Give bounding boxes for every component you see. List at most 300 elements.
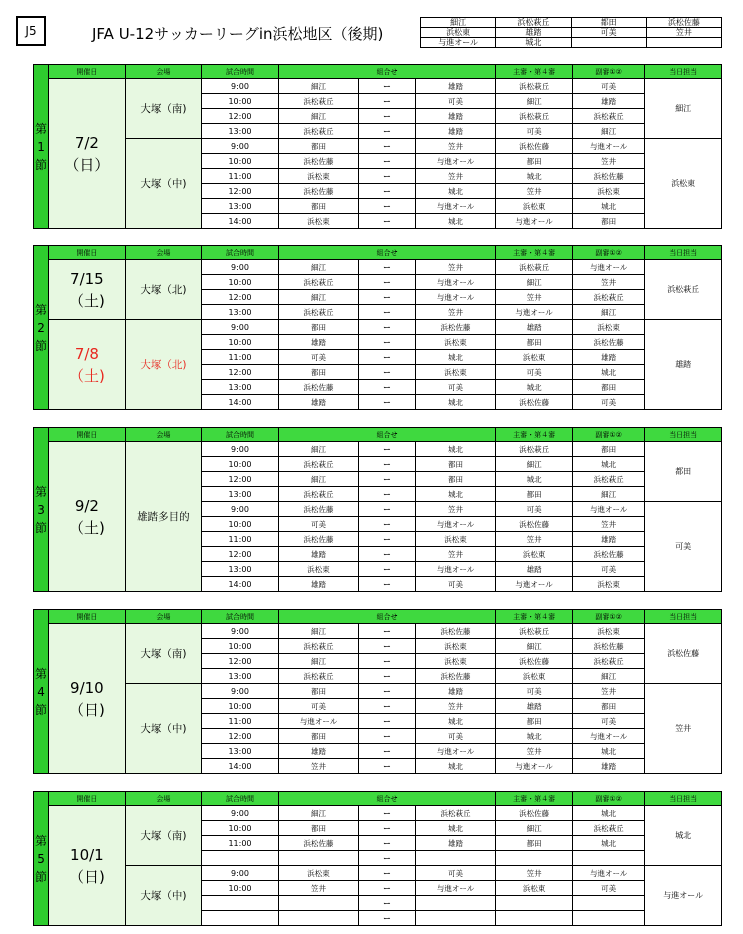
versus-dash: ー [359, 472, 415, 487]
chief-referee: 浜松東 [496, 199, 573, 214]
chief-referee: 細江 [496, 275, 573, 290]
versus-dash: ー [359, 487, 415, 502]
chief-referee: 雄踏 [496, 320, 573, 335]
match-time: 14:00 [202, 214, 279, 229]
column-header: 組合せ [278, 428, 496, 442]
versus-dash: ー [359, 79, 415, 94]
column-header: 当日担当 [645, 65, 722, 79]
away-team: 都田 [415, 457, 496, 472]
home-team: 浜松萩丘 [278, 305, 359, 320]
match-time: 9:00 [202, 79, 279, 94]
assistant-referees: 細江 [572, 305, 645, 320]
section-header-row [34, 792, 722, 806]
teams-table [420, 17, 722, 48]
team-cell [646, 38, 721, 48]
versus-dash: ー [359, 639, 415, 654]
away-team: 浜松佐藤 [415, 669, 496, 684]
away-team: 浜松東 [415, 365, 496, 380]
column-header: 開催日 [49, 610, 126, 624]
home-team: 浜松萩丘 [278, 669, 359, 684]
away-team: 笠井 [415, 699, 496, 714]
match-time: 14:00 [202, 395, 279, 410]
match-time: 9:00 [202, 502, 279, 517]
versus-dash: ー [359, 320, 415, 335]
away-team: 浜松東 [415, 654, 496, 669]
column-header: 主審・第４審 [496, 428, 573, 442]
match-time: 11:00 [202, 350, 279, 365]
versus-dash: ー [359, 457, 415, 472]
away-team: 浜松東 [415, 335, 496, 350]
versus-dash: ー [359, 335, 415, 350]
match-row [34, 624, 722, 639]
versus-dash: ー [359, 290, 415, 305]
assistant-referees: 可美 [572, 395, 645, 410]
chief-referee: 浜松佐藤 [496, 139, 573, 154]
home-team: 細江 [278, 290, 359, 305]
chief-referee [496, 911, 573, 926]
away-team: 雄踏 [415, 684, 496, 699]
home-team: 浜松佐藤 [278, 154, 359, 169]
home-team: 細江 [278, 472, 359, 487]
match-row [34, 806, 722, 821]
away-team [415, 896, 496, 911]
versus-dash: ー [359, 139, 415, 154]
home-team: 雄踏 [278, 395, 359, 410]
column-header: 試合時間 [202, 428, 279, 442]
match-venue: 大塚（南) [125, 806, 202, 866]
away-team: 可美 [415, 380, 496, 395]
home-team: 浜松東 [278, 562, 359, 577]
assistant-referees: 与進オール [572, 139, 645, 154]
schedule-section-4 [33, 609, 722, 774]
assistant-referees: 城北 [572, 744, 645, 759]
home-team: 可美 [278, 699, 359, 714]
away-team: 与進オール [415, 881, 496, 896]
home-team: 可美 [278, 517, 359, 532]
match-time: 13:00 [202, 744, 279, 759]
versus-dash: ー [359, 714, 415, 729]
chief-referee: 都田 [496, 836, 573, 851]
home-team: 可美 [278, 350, 359, 365]
column-header: 組合せ [278, 65, 496, 79]
column-header: 組合せ [278, 792, 496, 806]
match-time: 12:00 [202, 109, 279, 124]
versus-dash: ー [359, 624, 415, 639]
away-team: 城北 [415, 487, 496, 502]
home-team: 細江 [278, 79, 359, 94]
versus-dash: ー [359, 577, 415, 592]
assistant-referees: 可美 [572, 714, 645, 729]
match-time: 12:00 [202, 547, 279, 562]
match-venue: 大塚（南) [125, 624, 202, 684]
assistant-referees: 笠井 [572, 154, 645, 169]
home-team: 浜松佐藤 [278, 184, 359, 199]
home-team: 浜松佐藤 [278, 836, 359, 851]
assistant-referees: 浜松萩丘 [572, 654, 645, 669]
duty-team: 都田 [645, 442, 722, 502]
home-team: 都田 [278, 320, 359, 335]
versus-dash: ー [359, 275, 415, 290]
match-time: 9:00 [202, 684, 279, 699]
match-time: 13:00 [202, 380, 279, 395]
column-header: 組合せ [278, 246, 496, 260]
match-time: 11:00 [202, 836, 279, 851]
home-team [278, 911, 359, 926]
column-header: 会場 [125, 428, 202, 442]
chief-referee: 可美 [496, 365, 573, 380]
column-header: 副審①② [572, 65, 645, 79]
assistant-referees: 浜松萩丘 [572, 109, 645, 124]
versus-dash: ー [359, 547, 415, 562]
versus-dash: ー [359, 684, 415, 699]
assistant-referees: 浜松佐藤 [572, 639, 645, 654]
column-header: 副審①② [572, 792, 645, 806]
versus-dash: ー [359, 699, 415, 714]
away-team: 浜松東 [415, 532, 496, 547]
assistant-referees [572, 851, 645, 866]
teams-row [421, 18, 722, 28]
assistant-referees: 細江 [572, 124, 645, 139]
team-cell: 雄踏 [496, 28, 571, 38]
home-team: 細江 [278, 624, 359, 639]
match-date: 7/8 （土) [49, 320, 126, 410]
match-date: 9/10 （日) [49, 624, 126, 774]
away-team: 与進オール [415, 290, 496, 305]
away-team: 城北 [415, 214, 496, 229]
section-label: 第 2 節 [34, 246, 49, 410]
away-team: 浜松東 [415, 639, 496, 654]
match-row [34, 442, 722, 457]
duty-team: 可美 [645, 502, 722, 592]
team-cell [571, 38, 646, 48]
home-team: 浜松佐藤 [278, 380, 359, 395]
column-header: 組合せ [278, 610, 496, 624]
chief-referee: 浜松東 [496, 547, 573, 562]
match-date: 7/2 （日） [49, 79, 126, 229]
match-time [202, 911, 279, 926]
chief-referee: 城北 [496, 380, 573, 395]
home-team: 浜松萩丘 [278, 124, 359, 139]
match-venue: 雄踏多目的 [125, 442, 202, 592]
column-header: 開催日 [49, 428, 126, 442]
chief-referee: 可美 [496, 502, 573, 517]
versus-dash: ー [359, 836, 415, 851]
away-team: 雄踏 [415, 79, 496, 94]
home-team: 細江 [278, 260, 359, 275]
versus-dash: ー [359, 744, 415, 759]
match-row [34, 320, 722, 335]
home-team: 雄踏 [278, 335, 359, 350]
assistant-referees: 浜松佐藤 [572, 547, 645, 562]
away-team: 笠井 [415, 502, 496, 517]
assistant-referees: 浜松佐藤 [572, 169, 645, 184]
match-time: 13:00 [202, 669, 279, 684]
chief-referee: 笠井 [496, 290, 573, 305]
away-team [415, 911, 496, 926]
team-cell: 浜松萩丘 [496, 18, 571, 28]
assistant-referees: 与進オール [572, 260, 645, 275]
versus-dash: ー [359, 759, 415, 774]
home-team: 細江 [278, 109, 359, 124]
assistant-referees: 与進オール [572, 502, 645, 517]
home-team: 都田 [278, 684, 359, 699]
league-badge [16, 16, 46, 46]
match-row [34, 866, 722, 881]
versus-dash: ー [359, 260, 415, 275]
home-team: 都田 [278, 821, 359, 836]
versus-dash: ー [359, 729, 415, 744]
chief-referee: 浜松萩丘 [496, 260, 573, 275]
match-date: 10/1 （日) [49, 806, 126, 926]
column-header: 主審・第４審 [496, 246, 573, 260]
match-time: 12:00 [202, 729, 279, 744]
away-team: 城北 [415, 714, 496, 729]
match-time: 13:00 [202, 487, 279, 502]
match-time: 10:00 [202, 517, 279, 532]
assistant-referees: 城北 [572, 836, 645, 851]
away-team: 笠井 [415, 139, 496, 154]
home-team: 浜松萩丘 [278, 639, 359, 654]
away-team: 城北 [415, 350, 496, 365]
chief-referee: 浜松東 [496, 669, 573, 684]
home-team: 笠井 [278, 881, 359, 896]
versus-dash: ー [359, 199, 415, 214]
match-time: 10:00 [202, 639, 279, 654]
chief-referee: 浜松東 [496, 350, 573, 365]
chief-referee: 浜松佐藤 [496, 654, 573, 669]
chief-referee: 都田 [496, 714, 573, 729]
assistant-referees: 浜松佐藤 [572, 335, 645, 350]
chief-referee: 浜松佐藤 [496, 517, 573, 532]
home-team: 浜松東 [278, 866, 359, 881]
chief-referee: 細江 [496, 94, 573, 109]
section-header-row [34, 428, 722, 442]
away-team: 雄踏 [415, 109, 496, 124]
away-team: 笠井 [415, 547, 496, 562]
home-team: 浜松萩丘 [278, 94, 359, 109]
versus-dash: ー [359, 881, 415, 896]
column-header: 開催日 [49, 792, 126, 806]
assistant-referees: 雄踏 [572, 94, 645, 109]
assistant-referees: 浜松東 [572, 577, 645, 592]
schedule-section-3 [33, 427, 722, 592]
column-header: 主審・第４審 [496, 792, 573, 806]
versus-dash: ー [359, 866, 415, 881]
assistant-referees: 細江 [572, 487, 645, 502]
assistant-referees: 与進オール [572, 729, 645, 744]
chief-referee: 浜松萩丘 [496, 109, 573, 124]
away-team: 可美 [415, 866, 496, 881]
duty-team: 浜松萩丘 [645, 260, 722, 320]
chief-referee: 細江 [496, 457, 573, 472]
team-cell: 浜松東 [421, 28, 496, 38]
home-team: 浜松萩丘 [278, 275, 359, 290]
away-team: 城北 [415, 759, 496, 774]
match-venue: 大塚（南) [125, 79, 202, 139]
versus-dash: ー [359, 109, 415, 124]
versus-dash: ー [359, 669, 415, 684]
away-team: 笠井 [415, 169, 496, 184]
team-cell: 都田 [571, 18, 646, 28]
away-team: 与進オール [415, 562, 496, 577]
assistant-referees: 都田 [572, 699, 645, 714]
team-cell: 笠井 [646, 28, 721, 38]
chief-referee: 都田 [496, 487, 573, 502]
away-team: 浜松佐藤 [415, 320, 496, 335]
column-header: 試合時間 [202, 65, 279, 79]
assistant-referees: 城北 [572, 806, 645, 821]
assistant-referees: 都田 [572, 214, 645, 229]
column-header: 副審①② [572, 246, 645, 260]
duty-team: 与進オール [645, 866, 722, 926]
chief-referee: 城北 [496, 729, 573, 744]
away-team: 笠井 [415, 260, 496, 275]
chief-referee [496, 896, 573, 911]
assistant-referees: 雄踏 [572, 532, 645, 547]
home-team [278, 896, 359, 911]
column-header: 会場 [125, 246, 202, 260]
away-team: 城北 [415, 442, 496, 457]
assistant-referees: 城北 [572, 199, 645, 214]
home-team [278, 851, 359, 866]
section-header-row [34, 65, 722, 79]
assistant-referees: 城北 [572, 365, 645, 380]
versus-dash: ー [359, 562, 415, 577]
duty-team: 城北 [645, 806, 722, 866]
versus-dash: ー [359, 851, 415, 866]
chief-referee: 浜松萩丘 [496, 442, 573, 457]
versus-dash: ー [359, 532, 415, 547]
away-team [415, 851, 496, 866]
home-team: 浜松佐藤 [278, 502, 359, 517]
chief-referee: 城北 [496, 169, 573, 184]
match-time: 14:00 [202, 759, 279, 774]
versus-dash: ー [359, 442, 415, 457]
versus-dash: ー [359, 184, 415, 199]
home-team: 雄踏 [278, 744, 359, 759]
chief-referee: 城北 [496, 472, 573, 487]
chief-referee: 可美 [496, 124, 573, 139]
away-team: 与進オール [415, 744, 496, 759]
section-label: 第 1 節 [34, 65, 49, 229]
away-team: 可美 [415, 577, 496, 592]
versus-dash: ー [359, 350, 415, 365]
assistant-referees: 可美 [572, 562, 645, 577]
column-header: 当日担当 [645, 610, 722, 624]
chief-referee: 都田 [496, 154, 573, 169]
away-team: 浜松佐藤 [415, 624, 496, 639]
schedule-section-5 [33, 791, 722, 926]
chief-referee: 細江 [496, 821, 573, 836]
assistant-referees: 浜松萩丘 [572, 472, 645, 487]
away-team: 城北 [415, 395, 496, 410]
match-time: 10:00 [202, 94, 279, 109]
duty-team: 細江 [645, 79, 722, 139]
chief-referee: 与進オール [496, 305, 573, 320]
home-team: 浜松佐藤 [278, 532, 359, 547]
match-time: 10:00 [202, 881, 279, 896]
home-team: 浜松萩丘 [278, 487, 359, 502]
home-team: 細江 [278, 442, 359, 457]
match-venue: 大塚（中) [125, 139, 202, 229]
home-team: 笠井 [278, 759, 359, 774]
chief-referee: 雄踏 [496, 699, 573, 714]
match-time: 11:00 [202, 169, 279, 184]
match-row [34, 79, 722, 94]
versus-dash: ー [359, 169, 415, 184]
chief-referee: 笠井 [496, 532, 573, 547]
versus-dash: ー [359, 911, 415, 926]
away-team: 城北 [415, 184, 496, 199]
versus-dash: ー [359, 517, 415, 532]
versus-dash: ー [359, 821, 415, 836]
away-team: 与進オール [415, 517, 496, 532]
match-time: 9:00 [202, 442, 279, 457]
chief-referee: 浜松佐藤 [496, 395, 573, 410]
versus-dash: ー [359, 896, 415, 911]
schedule-section-2 [33, 245, 722, 410]
column-header: 副審①② [572, 428, 645, 442]
chief-referee: 雄踏 [496, 562, 573, 577]
column-header: 主審・第４審 [496, 610, 573, 624]
match-time: 10:00 [202, 335, 279, 350]
chief-referee: 細江 [496, 639, 573, 654]
match-time [202, 851, 279, 866]
assistant-referees: 細江 [572, 669, 645, 684]
match-time: 13:00 [202, 199, 279, 214]
home-team: 都田 [278, 729, 359, 744]
assistant-referees: 雄踏 [572, 350, 645, 365]
chief-referee: 笠井 [496, 184, 573, 199]
teams-row [421, 28, 722, 38]
match-time: 12:00 [202, 654, 279, 669]
match-venue: 大塚（北) [125, 260, 202, 320]
chief-referee: 笠井 [496, 744, 573, 759]
chief-referee: 与進オール [496, 577, 573, 592]
schedule-section-1 [33, 64, 722, 229]
match-row [34, 260, 722, 275]
assistant-referees: 笠井 [572, 517, 645, 532]
assistant-referees: 可美 [572, 881, 645, 896]
column-header: 当日担当 [645, 246, 722, 260]
duty-team: 浜松佐藤 [645, 624, 722, 684]
away-team: 都田 [415, 472, 496, 487]
match-time: 10:00 [202, 821, 279, 836]
away-team: 与進オール [415, 199, 496, 214]
match-time: 13:00 [202, 124, 279, 139]
versus-dash: ー [359, 806, 415, 821]
versus-dash: ー [359, 380, 415, 395]
chief-referee: 都田 [496, 335, 573, 350]
match-time: 12:00 [202, 184, 279, 199]
match-row [34, 684, 722, 699]
league-badge-label: J5 [25, 24, 37, 38]
assistant-referees: 雄踏 [572, 759, 645, 774]
away-team: 可美 [415, 729, 496, 744]
assistant-referees [572, 911, 645, 926]
team-cell: 浜松佐藤 [646, 18, 721, 28]
assistant-referees: 笠井 [572, 275, 645, 290]
chief-referee: 与進オール [496, 759, 573, 774]
chief-referee: 可美 [496, 684, 573, 699]
versus-dash: ー [359, 154, 415, 169]
match-time: 10:00 [202, 699, 279, 714]
match-time: 13:00 [202, 562, 279, 577]
match-time: 12:00 [202, 472, 279, 487]
home-team: 都田 [278, 365, 359, 380]
match-date: 7/15 （土) [49, 260, 126, 320]
match-time: 9:00 [202, 139, 279, 154]
